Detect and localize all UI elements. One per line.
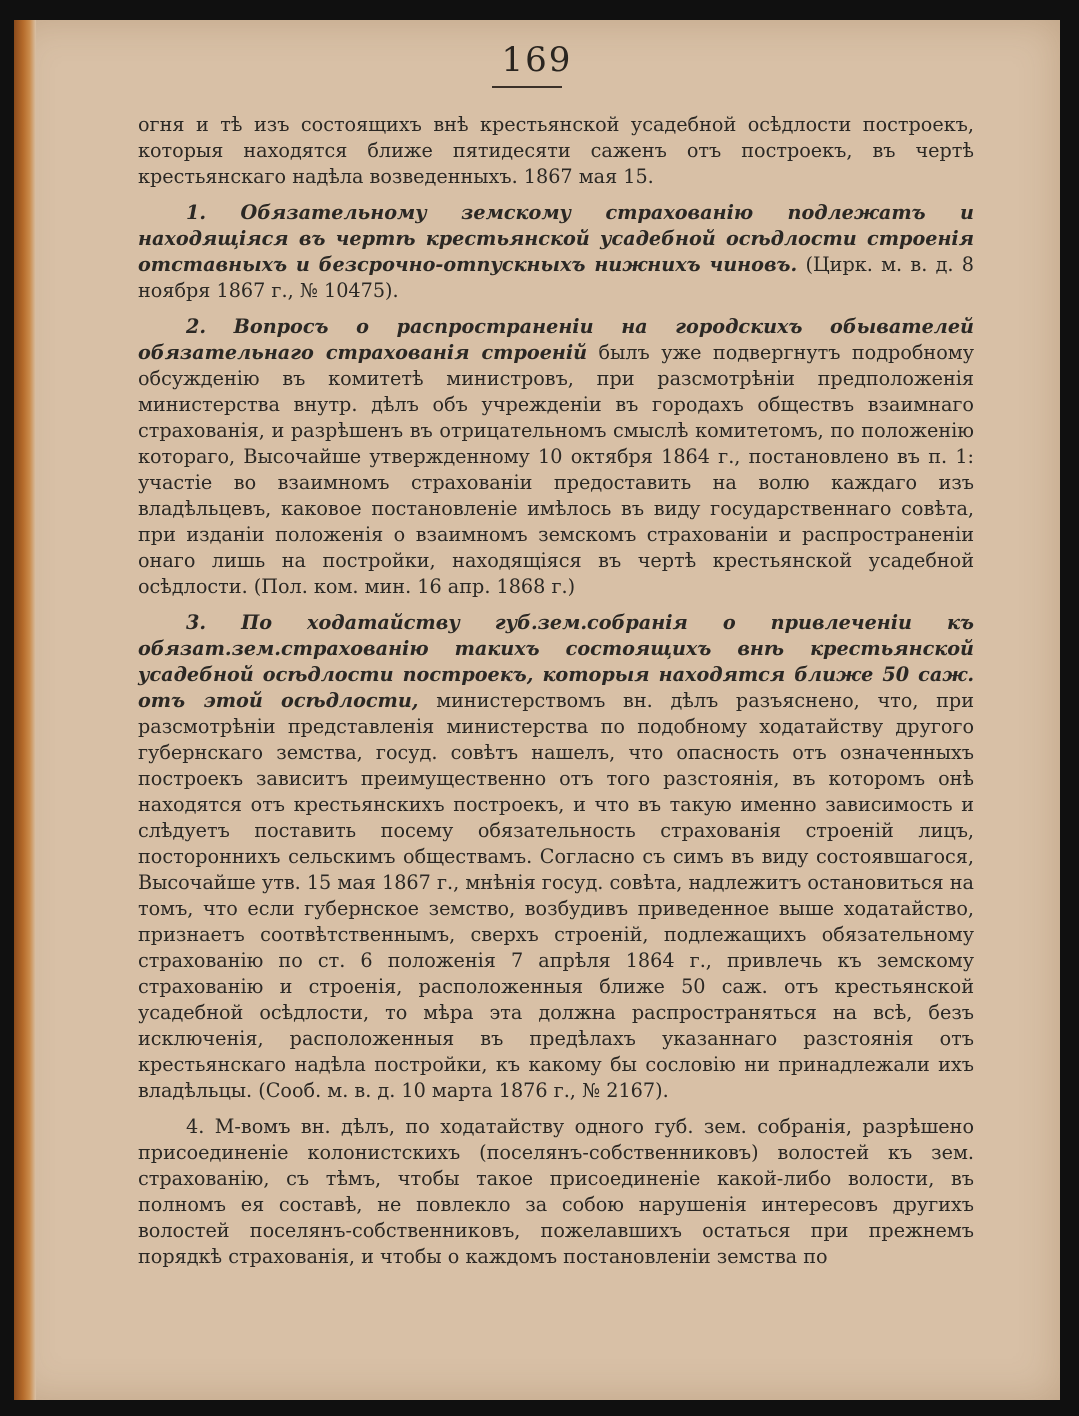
paragraph-italic-intro: 1. Обязательному земскому страхованію подлежатъ и находящіяся въ чертѣ крестьянской усадебной осѣдлости строенія отставныхъ и безсрочно-отпускныхъ нижнихъ чиновъ. [138, 201, 974, 276]
paragraph-italic-intro: 3. По ходатайству губ.зем.собранія о привлеченіи къ обязат.зем.страхованію такихъ состоящихъ внѣ крестьянской усадебной осѣдлости построекъ, которыя находятся ближе 50 саж. отъ этой осѣдлости, [138, 611, 974, 712]
paragraph-body: былъ уже подвергнутъ подробному обсужденію въ комитетѣ министровъ, при разсмотрѣніи предположенія министерства внутр. дѣлъ объ учрежденіи въ городахъ обществъ взаимнаго страхованія, и разрѣшенъ въ отрицательномъ смыслѣ комитетомъ, по положенію котораго, Высочайше утвержденному 10 октября 1864 г., постановлено въ п. 1: участіе во взаимномъ страхованіи предоставить на волю каждаго изъ владѣльцевъ, каковое постановленіе имѣлось въ виду государственнаго совѣта, при изданіи положенія о взаимномъ земскомъ страхованіи и распространеніи онаго лишь на постройки, находящіяся въ чертѣ крестьянской усадебной осѣдлости. (Пол. ком. мин. 16 апр. 1868 г.) [138, 341, 974, 598]
book-spine [14, 20, 36, 1400]
paragraph-4 [138, 1114, 974, 1270]
paragraph-body: 4. М-вомъ вн. дѣлъ, по ходатайству одного губ. зем. собранія, разрѣшено присоединеніе колонистскихъ (поселянъ-собственниковъ) волостей къ зем. страхованію, съ тѣмъ, чтобы такое присоединеніе какой-либо волости, въ полномъ ея составѣ, не повлекло за собою нарушенія интересовъ другихъ волостей поселянъ-собственниковъ, пожелавшихъ остаться при прежнемъ порядкѣ страхованія, и чтобы о каждомъ постановленіи земства по [138, 1115, 974, 1268]
paragraph-italic-intro: 2. Вопросъ о распространеніи на городскихъ обывателей обязательнаго страхованія строеній [138, 315, 974, 364]
paragraph-body: министерствомъ вн. дѣлъ разъяснено, что, при разсмотрѣніи представленія министерства по подобному ходатайству другого губернскаго земства, госуд. совѣтъ нашелъ, что опасность отъ означенныхъ построекъ зависитъ преимущественно отъ того разстоянія, въ которомъ онѣ находятся отъ крестьянскихъ построекъ, и что въ такую именно зависимость и слѣдуетъ поставить посему обязательность страхованія строеній лицъ, постороннихъ сельскимъ обществамъ. Согласно съ симъ въ виду состоявшагося, Высочайше утв. 15 мая 1867 г., мнѣнія госуд. совѣта, надлежитъ остановиться на томъ, что если губернское земство, возбудивъ приведенное выше ходатайство, признаетъ соотвѣтственнымъ, сверхъ строеній, подлежащихъ обязательному страхованію по ст. 6 положенія 7 апрѣля 1864 г., привлечь къ земскому страхованію и строенія, расположенныя ближе 50 саж. отъ крестьянской усадебной осѣдлости, то мѣра эта должна распространяться на всѣ, безъ исключенія, расположенныя въ предѣлахъ указаннаго разстоянія отъ крестьянскаго надѣла постройки, къ какому бы сословію ни принадлежали ихъ владѣльцы. (Сооб. м. в. д. 10 марта 1876 г., № 2167). [138, 689, 974, 1102]
paragraph-2 [138, 314, 974, 600]
paragraph-1 [138, 200, 974, 304]
book-page [14, 20, 1060, 1400]
header-rule [492, 86, 562, 88]
paragraph-3 [138, 610, 974, 1104]
paragraph-continuation [138, 112, 974, 190]
paragraph-body: огня и тѣ изъ состоящихъ внѣ крестьянской усадебной осѣдлости построекъ, которыя находятся ближе пятидесяти саженъ отъ построекъ, въ чертѣ крестьянскаго надѣла возведенныхъ. 1867 мая 15. [138, 113, 974, 188]
page-text [138, 112, 974, 1280]
paragraph-body: (Цирк. м. в. д. 8 ноября 1867 г., № 10475). [138, 253, 974, 302]
page-number: 169 [501, 40, 573, 80]
